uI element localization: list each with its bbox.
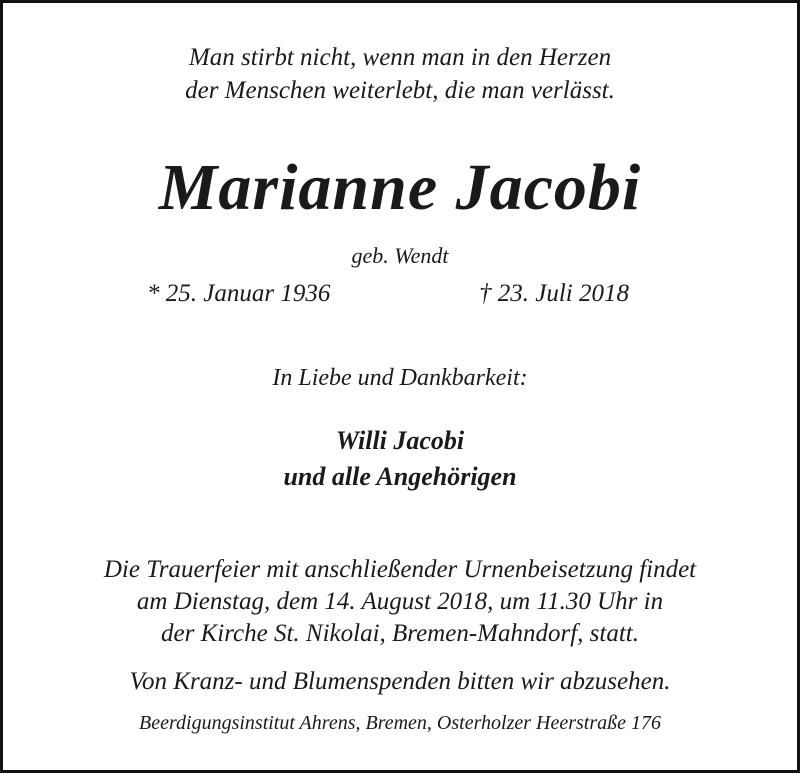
mourner-relatives: und alle Angehörigen bbox=[283, 462, 517, 491]
funeral-home: Beerdigungsinstitut Ahrens, Bremen, Osterholzer Heerstraße 176 bbox=[139, 712, 661, 734]
death-date: † 23. Juli 2018 bbox=[479, 280, 629, 307]
donations-note: Von Kranz- und Blumenspenden bitten wir abzusehen. bbox=[129, 668, 671, 695]
motto-line-2: der Menschen weiterlebt, die man verlässt. bbox=[185, 77, 615, 104]
service-line-1: Die Trauerfeier mit anschließender Urnenbeisetzung findet bbox=[103, 556, 697, 583]
service-line-2: am Dienstag, dem 14. August 2018, um 11.30 Uhr in bbox=[136, 588, 664, 615]
born-name: geb. Wendt bbox=[351, 243, 449, 268]
motto-line-1: Man stirbt nicht, wenn man in den Herzen bbox=[188, 44, 612, 71]
deceased-name: Marianne Jacobi bbox=[158, 151, 642, 224]
mourner-name: Willi Jacobi bbox=[335, 426, 465, 455]
service-line-3: der Kirche St. Nikolai, Bremen-Mahndorf, statt. bbox=[161, 620, 639, 647]
birth-date: * 25. Januar 1936 bbox=[147, 280, 331, 307]
thanks-line: In Liebe und Dankbarkeit: bbox=[272, 365, 528, 391]
